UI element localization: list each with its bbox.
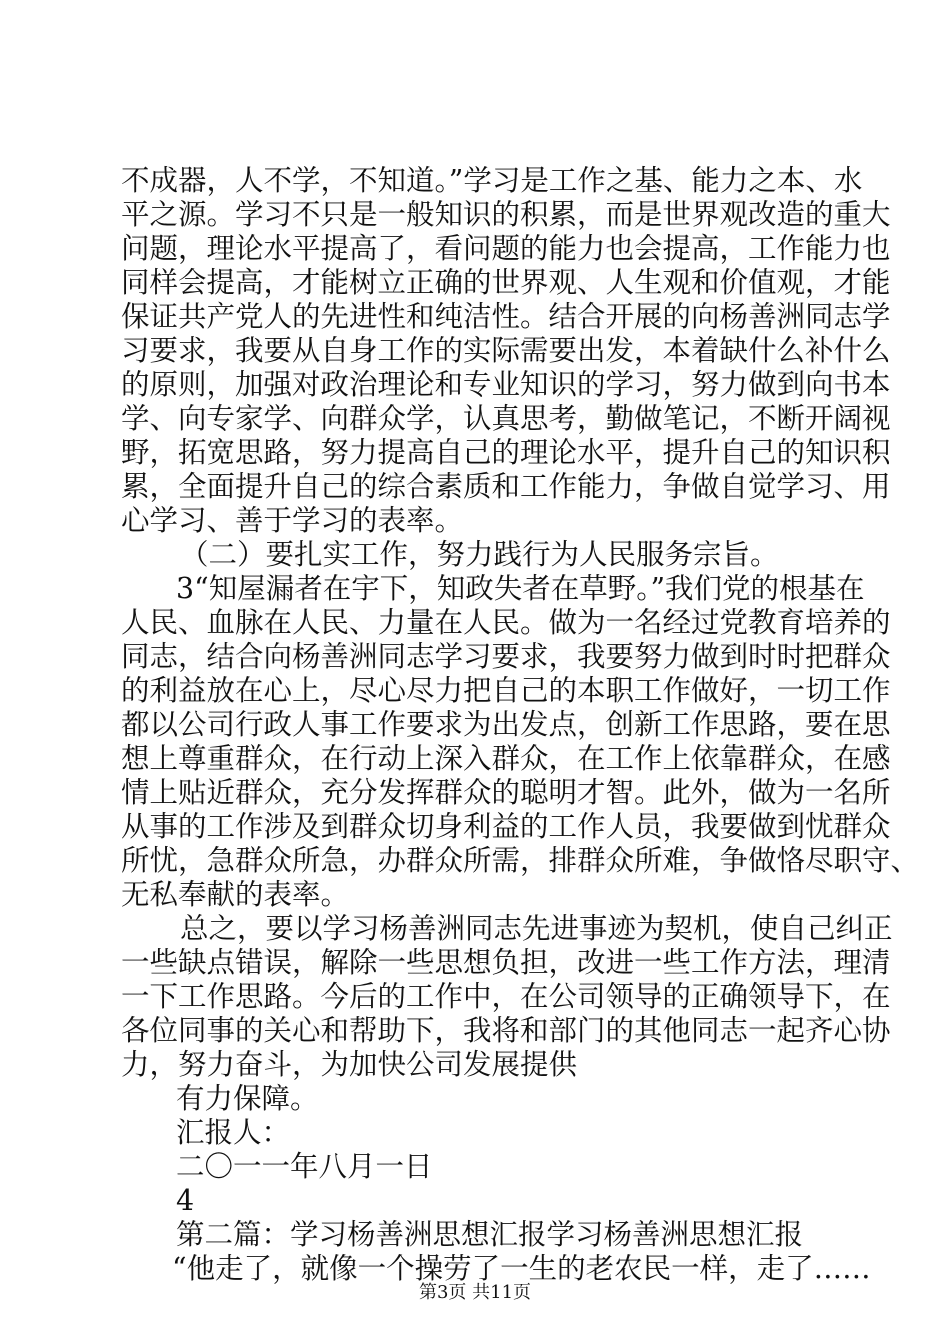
text-line: 无私奉献的表率。 — [121, 878, 350, 911]
text-line: 力，努力奋斗，为加快公司发展提供 — [121, 1048, 578, 1081]
text-line: 习要求，我要从自身工作的实际需要出发，本着缺什么补什么 — [121, 334, 891, 367]
text-line: 都以公司行政人事工作要求为出发点，创新工作思路，要在思 — [121, 708, 891, 741]
text-line: 一些缺点错误，解除一些思想负担，改进一些工作方法，理清 — [121, 946, 891, 979]
text-line: 同样会提高，才能树立正确的世界观、人生观和价值观，才能 — [121, 266, 891, 299]
text-line: “他走了，就像一个操劳了一生的老农民一样，走了…… — [172, 1252, 871, 1285]
text-line: 情上贴近群众，充分发挥群众的聪明才智。此外，做为一名所 — [121, 776, 891, 809]
text-line: 各位同事的关心和帮助下，我将和部门的其他同志一起齐心协 — [121, 1014, 891, 1047]
text-line: 累，全面提升自己的综合素质和工作能力，争做自觉学习、用 — [121, 470, 891, 503]
text-line: 总之，要以学习杨善洲同志先进事迹为契机，使自己纠正 — [180, 912, 893, 945]
text-line: 同志，结合向杨善洲同志学习要求，我要努力做到时时把群众 — [121, 640, 891, 673]
text-line: 一下工作思路。今后的工作中，在公司领导的正确领导下，在 — [121, 980, 891, 1013]
text-line: 3“知屋漏者在宇下，知政失者在草野。”我们党的根基在 — [176, 572, 865, 605]
text-line: 问题，理论水平提高了，看问题的能力也会提高，工作能力也 — [121, 232, 891, 265]
text-line: 从事的工作涉及到群众切身利益的工作人员，我要做到忧群众 — [121, 810, 891, 843]
text-line: 野，拓宽思路，努力提高自己的理论水平，提升自己的知识积 — [121, 436, 891, 469]
text-line: 的利益放在心上，尽心尽力把自己的本职工作做好，一切工作 — [121, 674, 891, 707]
reporter-label: 汇报人： — [176, 1116, 291, 1149]
text-line: 想上尊重群众，在行动上深入群众，在工作上依靠群众，在感 — [121, 742, 891, 775]
section-heading: （二）要扎实工作，努力践行为人民服务宗旨。 — [180, 538, 779, 571]
text-line: 平之源。学习不只是一般知识的积累，而是世界观改造的重大 — [121, 198, 891, 231]
inline-page-number: 4 — [176, 1184, 195, 1217]
text-line: 人民、血脉在人民、力量在人民。做为一名经过党教育培养的 — [121, 606, 891, 639]
text-line: 不成器，人不学，不知道。”学习是工作之基、能力之本、水 — [121, 164, 863, 197]
text-line: 保证共产党人的先进性和纯洁性。结合开展的向杨善洲同志学 — [121, 300, 891, 333]
page-footer: 第3页 共11页 — [418, 1282, 532, 1303]
text-line: 所忧，急群众所急，办群众所需，排群众所难，争做恪尽职守、 — [121, 844, 920, 877]
text-line: 的原则，加强对政治理论和专业知识的学习，努力做到向书本 — [121, 368, 891, 401]
text-line: 有力保障。 — [176, 1082, 319, 1115]
text-line: 学、向专家学、向群众学，认真思考，勤做笔记，不断开阔视 — [121, 402, 891, 435]
chapter-title: 第二篇：学习杨善洲思想汇报学习杨善洲思想汇报 — [176, 1218, 804, 1251]
text-line: 心学习、善于学习的表率。 — [121, 504, 464, 537]
report-date: 二〇一一年八月一日 — [176, 1150, 433, 1183]
